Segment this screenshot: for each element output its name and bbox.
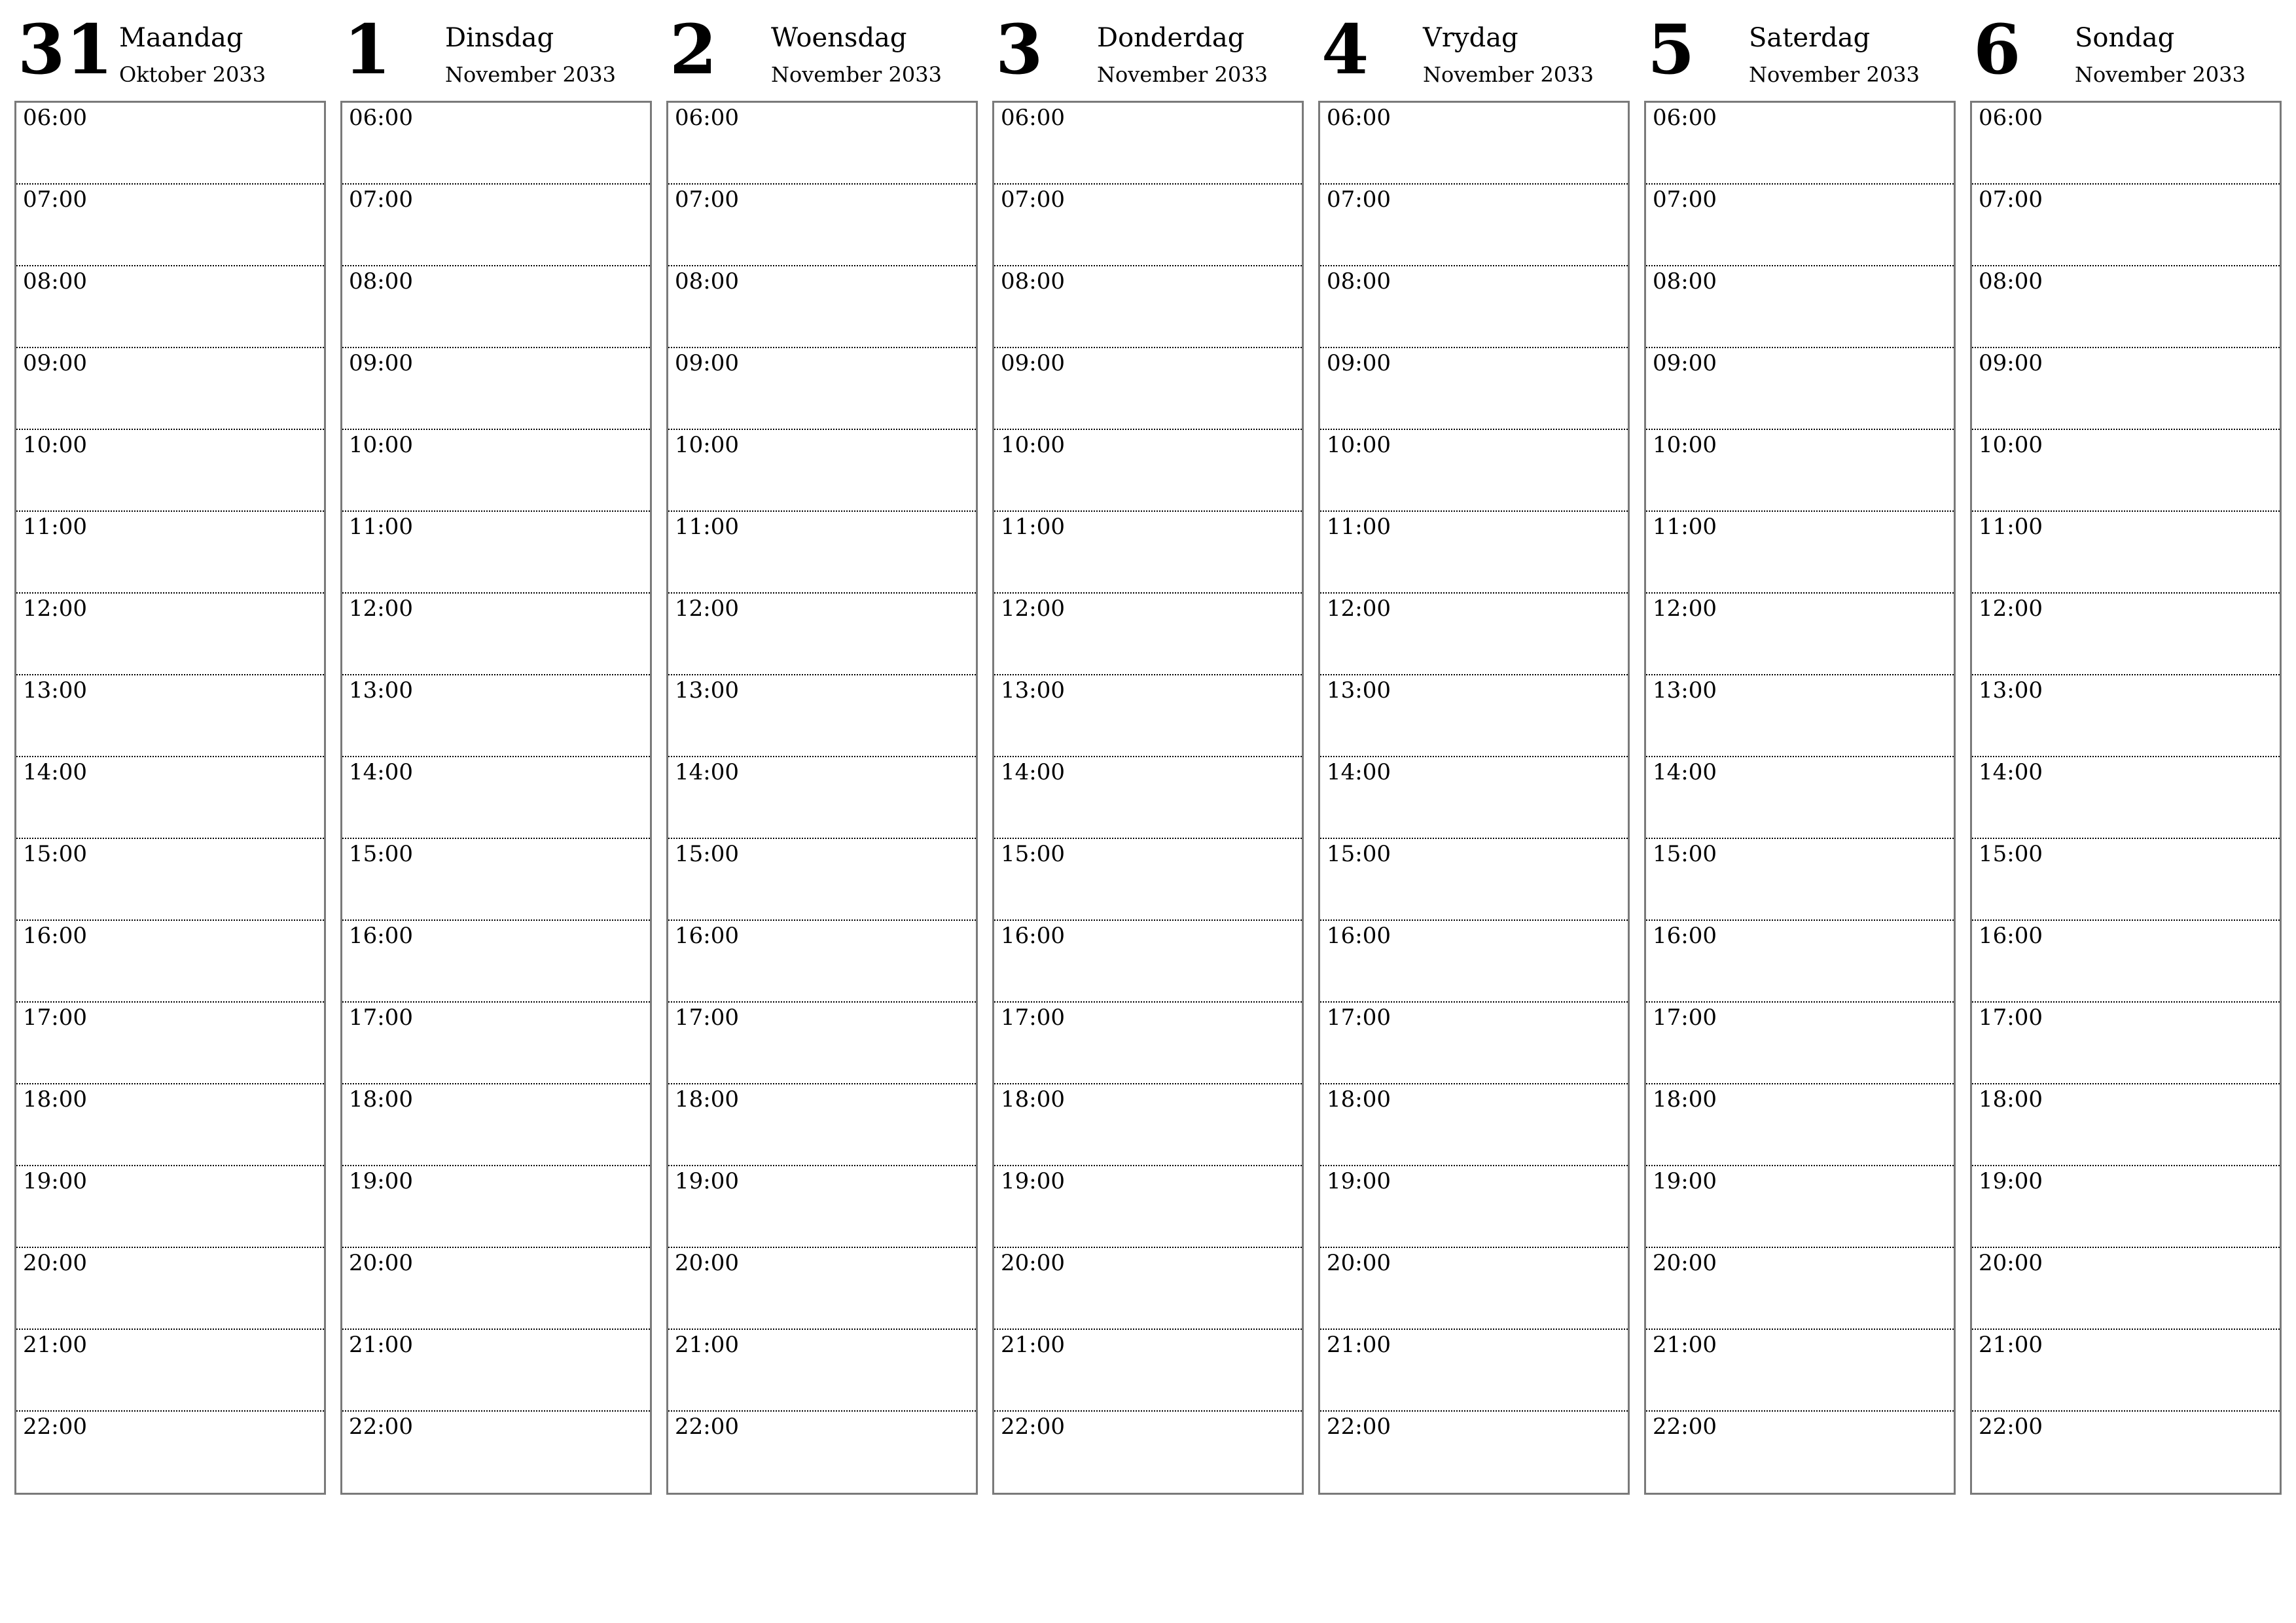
day-column (340, 0, 653, 1499)
hour-slot (1320, 103, 1628, 185)
hour-label: 06:00 (1001, 105, 1065, 131)
hour-label: 22:00 (675, 1414, 739, 1440)
day-month: November 2033 (1749, 62, 1920, 87)
hour-label: 21:00 (675, 1332, 739, 1358)
hour-slot (16, 839, 324, 921)
hour-label: 20:00 (23, 1250, 87, 1276)
hour-slot (1972, 1003, 2280, 1084)
hour-slot (1646, 1003, 1954, 1084)
day-number: 4 (1321, 9, 1370, 90)
hour-slot (1320, 430, 1628, 512)
hour-slot (16, 1166, 324, 1248)
hour-label: 09:00 (23, 350, 87, 376)
hour-label: 11:00 (1001, 514, 1065, 540)
hour-slot (342, 839, 650, 921)
day-name: Saterdag (1749, 23, 1871, 53)
hour-slot (1972, 103, 2280, 185)
hour-slot (994, 1330, 1302, 1412)
hour-slot (342, 1084, 650, 1166)
hour-slot (16, 675, 324, 757)
hour-slot (1646, 185, 1954, 266)
hour-label: 15:00 (1001, 841, 1065, 867)
hour-slot (342, 675, 650, 757)
hour-label: 21:00 (1653, 1332, 1717, 1358)
hour-label: 06:00 (1327, 105, 1391, 131)
hour-label: 12:00 (1327, 596, 1391, 622)
hour-slot (994, 1412, 1302, 1493)
hour-label: 08:00 (1327, 268, 1391, 294)
hour-label: 09:00 (1653, 350, 1717, 376)
hour-label: 15:00 (23, 841, 87, 867)
hour-label: 15:00 (1979, 841, 2043, 867)
hour-label: 18:00 (1327, 1086, 1391, 1113)
hour-label: 08:00 (349, 268, 413, 294)
hour-slot (668, 1166, 976, 1248)
hour-label: 22:00 (23, 1414, 87, 1440)
hour-slot (1646, 512, 1954, 594)
hour-label: 08:00 (1653, 268, 1717, 294)
hour-label: 17:00 (675, 1005, 739, 1031)
hour-slot (1972, 675, 2280, 757)
day-month: Oktober 2033 (119, 62, 266, 87)
day-schedule-box (666, 101, 978, 1495)
hour-slot (16, 1248, 324, 1330)
day-column (14, 0, 327, 1499)
hour-label: 21:00 (1001, 1332, 1065, 1358)
hour-label: 08:00 (675, 268, 739, 294)
hour-label: 18:00 (1979, 1086, 2043, 1113)
hour-slot (342, 757, 650, 839)
day-number: 5 (1647, 9, 1696, 90)
hour-slot (1320, 594, 1628, 675)
hour-slot (994, 266, 1302, 348)
hour-label: 20:00 (349, 1250, 413, 1276)
hour-label: 14:00 (349, 759, 413, 785)
hour-label: 11:00 (1653, 514, 1717, 540)
hour-slot (668, 1330, 976, 1412)
hour-label: 19:00 (23, 1168, 87, 1194)
hour-slot (1972, 266, 2280, 348)
hour-slot (994, 512, 1302, 594)
hour-slot (1972, 1166, 2280, 1248)
hour-label: 06:00 (349, 105, 413, 131)
hour-slot (16, 266, 324, 348)
hour-slot (342, 1248, 650, 1330)
hour-label: 07:00 (675, 187, 739, 213)
hour-slot (342, 266, 650, 348)
day-schedule-box (14, 101, 326, 1495)
day-column (1644, 0, 1957, 1499)
hour-label: 13:00 (1001, 677, 1065, 704)
hour-slot (1646, 675, 1954, 757)
hour-label: 14:00 (23, 759, 87, 785)
hour-slot (1320, 266, 1628, 348)
hour-slot (1646, 430, 1954, 512)
hour-slot (1320, 1412, 1628, 1493)
hour-slot (16, 430, 324, 512)
hour-label: 12:00 (23, 596, 87, 622)
hour-label: 08:00 (1001, 268, 1065, 294)
hour-label: 20:00 (1327, 1250, 1391, 1276)
hour-slot (994, 430, 1302, 512)
hour-label: 17:00 (1327, 1005, 1391, 1031)
hour-label: 14:00 (1653, 759, 1717, 785)
hour-slot (342, 1166, 650, 1248)
hour-slot (994, 594, 1302, 675)
hour-slot (1646, 1166, 1954, 1248)
hour-slot (1972, 1084, 2280, 1166)
day-name: Dinsdag (445, 23, 554, 53)
day-column (1970, 0, 2283, 1499)
hour-label: 10:00 (1001, 432, 1065, 458)
hour-label: 22:00 (1653, 1414, 1717, 1440)
hour-slot (16, 103, 324, 185)
hour-label: 17:00 (1653, 1005, 1717, 1031)
hour-label: 13:00 (1653, 677, 1717, 704)
hour-slot (1646, 348, 1954, 430)
hour-label: 21:00 (23, 1332, 87, 1358)
hour-slot (994, 348, 1302, 430)
hour-slot (1320, 1166, 1628, 1248)
hour-label: 13:00 (349, 677, 413, 704)
hour-label: 07:00 (1327, 187, 1391, 213)
hour-slot (994, 185, 1302, 266)
day-month: November 2033 (2075, 62, 2246, 87)
day-month: November 2033 (445, 62, 616, 87)
hour-label: 16:00 (1327, 923, 1391, 949)
hour-slot (668, 1084, 976, 1166)
hour-slot (668, 839, 976, 921)
hour-slot (1646, 1412, 1954, 1493)
hour-slot (1972, 512, 2280, 594)
day-schedule-box (1644, 101, 1956, 1495)
day-column (992, 0, 1305, 1499)
day-column (1318, 0, 1631, 1499)
day-name: Woensdag (771, 23, 907, 53)
hour-label: 11:00 (1979, 514, 2043, 540)
hour-label: 10:00 (1979, 432, 2043, 458)
hour-label: 08:00 (23, 268, 87, 294)
hour-label: 20:00 (1979, 1250, 2043, 1276)
hour-label: 06:00 (675, 105, 739, 131)
hour-slot (668, 512, 976, 594)
hour-label: 13:00 (23, 677, 87, 704)
day-number: 2 (670, 9, 718, 90)
hour-label: 16:00 (23, 923, 87, 949)
day-month: November 2033 (1097, 62, 1268, 87)
hour-label: 15:00 (349, 841, 413, 867)
hour-slot (1972, 839, 2280, 921)
hour-slot (1646, 1248, 1954, 1330)
hour-slot (1320, 512, 1628, 594)
hour-slot (342, 1330, 650, 1412)
day-schedule-box (992, 101, 1304, 1495)
hour-label: 09:00 (1327, 350, 1391, 376)
day-name: Donderdag (1097, 23, 1245, 53)
hour-label: 16:00 (349, 923, 413, 949)
hour-label: 06:00 (1979, 105, 2043, 131)
hour-label: 10:00 (675, 432, 739, 458)
hour-slot (1972, 1412, 2280, 1493)
hour-label: 21:00 (1327, 1332, 1391, 1358)
hour-label: 12:00 (1001, 596, 1065, 622)
hour-label: 13:00 (1979, 677, 2043, 704)
hour-label: 15:00 (1653, 841, 1717, 867)
hour-label: 16:00 (1979, 923, 2043, 949)
hour-slot (1972, 1330, 2280, 1412)
day-number: 6 (1973, 9, 2022, 90)
hour-slot (994, 1166, 1302, 1248)
day-number: 31 (18, 9, 114, 90)
hour-slot (1646, 266, 1954, 348)
hour-label: 18:00 (23, 1086, 87, 1113)
hour-label: 07:00 (349, 187, 413, 213)
hour-slot (994, 1003, 1302, 1084)
day-header (1644, 0, 1957, 98)
hour-label: 09:00 (1001, 350, 1065, 376)
hour-slot (994, 839, 1302, 921)
hour-slot (342, 921, 650, 1003)
hour-label: 11:00 (1327, 514, 1391, 540)
hour-label: 07:00 (1001, 187, 1065, 213)
hour-slot (16, 1003, 324, 1084)
hour-slot (1320, 1330, 1628, 1412)
hour-label: 15:00 (1327, 841, 1391, 867)
hour-slot (1320, 1248, 1628, 1330)
hour-slot (342, 430, 650, 512)
hour-slot (342, 185, 650, 266)
hour-slot (668, 185, 976, 266)
hour-label: 19:00 (349, 1168, 413, 1194)
hour-label: 11:00 (23, 514, 87, 540)
hour-slot (668, 921, 976, 1003)
hour-label: 17:00 (1001, 1005, 1065, 1031)
hour-label: 19:00 (1979, 1168, 2043, 1194)
hour-slot (1320, 1003, 1628, 1084)
hour-label: 12:00 (675, 596, 739, 622)
hour-label: 15:00 (675, 841, 739, 867)
hour-label: 19:00 (1327, 1168, 1391, 1194)
hour-slot (16, 921, 324, 1003)
hour-slot (1320, 921, 1628, 1003)
hour-slot (668, 266, 976, 348)
hour-label: 09:00 (349, 350, 413, 376)
day-month: November 2033 (1423, 62, 1594, 87)
hour-label: 19:00 (1653, 1168, 1717, 1194)
day-header (340, 0, 653, 98)
hour-label: 16:00 (1653, 923, 1717, 949)
hour-label: 22:00 (1979, 1414, 2043, 1440)
hour-label: 18:00 (349, 1086, 413, 1113)
hour-label: 21:00 (1979, 1332, 2043, 1358)
hour-slot (994, 921, 1302, 1003)
hour-label: 16:00 (1001, 923, 1065, 949)
hour-slot (16, 1412, 324, 1493)
hour-slot (342, 348, 650, 430)
hour-slot (1646, 1084, 1954, 1166)
hour-label: 09:00 (675, 350, 739, 376)
hour-label: 12:00 (1979, 596, 2043, 622)
hour-slot (1320, 839, 1628, 921)
hour-label: 14:00 (1327, 759, 1391, 785)
hour-slot (1320, 757, 1628, 839)
hour-label: 10:00 (23, 432, 87, 458)
hour-label: 22:00 (1327, 1414, 1391, 1440)
hour-label: 11:00 (349, 514, 413, 540)
hour-slot (1972, 1248, 2280, 1330)
hour-slot (1646, 839, 1954, 921)
hour-slot (668, 1412, 976, 1493)
hour-label: 11:00 (675, 514, 739, 540)
hour-slot (668, 1003, 976, 1084)
hour-label: 18:00 (1001, 1086, 1065, 1113)
hour-slot (16, 1330, 324, 1412)
hour-label: 13:00 (675, 677, 739, 704)
hour-label: 06:00 (23, 105, 87, 131)
hour-slot (342, 1003, 650, 1084)
day-schedule-box (340, 101, 652, 1495)
day-schedule-box (1318, 101, 1630, 1495)
hour-label: 20:00 (1653, 1250, 1717, 1276)
hour-slot (668, 757, 976, 839)
hour-slot (342, 512, 650, 594)
hour-slot (16, 512, 324, 594)
hour-slot (668, 348, 976, 430)
hour-label: 17:00 (349, 1005, 413, 1031)
day-column (666, 0, 979, 1499)
hour-slot (1320, 1084, 1628, 1166)
hour-slot (1320, 348, 1628, 430)
hour-label: 06:00 (1653, 105, 1717, 131)
day-header (1970, 0, 2283, 98)
hour-slot (342, 594, 650, 675)
hour-label: 21:00 (349, 1332, 413, 1358)
hour-label: 14:00 (1001, 759, 1065, 785)
hour-slot (1972, 594, 2280, 675)
day-name: Vrydag (1423, 23, 1518, 53)
hour-label: 20:00 (675, 1250, 739, 1276)
hour-label: 10:00 (1327, 432, 1391, 458)
hour-slot (1646, 757, 1954, 839)
hour-slot (994, 1248, 1302, 1330)
hour-slot (1972, 185, 2280, 266)
hour-slot (1972, 348, 2280, 430)
hour-label: 20:00 (1001, 1250, 1065, 1276)
day-header (14, 0, 327, 98)
hour-label: 07:00 (1979, 187, 2043, 213)
hour-label: 12:00 (1653, 596, 1717, 622)
day-header (992, 0, 1305, 98)
hour-slot (1972, 921, 2280, 1003)
hour-label: 18:00 (675, 1086, 739, 1113)
hour-slot (1972, 757, 2280, 839)
hour-slot (994, 1084, 1302, 1166)
hour-slot (1646, 1330, 1954, 1412)
hour-slot (16, 1084, 324, 1166)
day-number: 3 (996, 9, 1044, 90)
hour-slot (1646, 594, 1954, 675)
hour-slot (668, 594, 976, 675)
hour-slot (668, 430, 976, 512)
hour-slot (668, 103, 976, 185)
hour-slot (16, 594, 324, 675)
hour-label: 17:00 (23, 1005, 87, 1031)
hour-label: 08:00 (1979, 268, 2043, 294)
hour-label: 07:00 (23, 187, 87, 213)
hour-label: 22:00 (349, 1414, 413, 1440)
hour-slot (668, 1248, 976, 1330)
hour-label: 18:00 (1653, 1086, 1717, 1113)
hour-slot (16, 348, 324, 430)
hour-label: 13:00 (1327, 677, 1391, 704)
hour-label: 10:00 (1653, 432, 1717, 458)
day-name: Sondag (2075, 23, 2175, 53)
day-name: Maandag (119, 23, 243, 53)
hour-label: 17:00 (1979, 1005, 2043, 1031)
hour-label: 12:00 (349, 596, 413, 622)
hour-label: 14:00 (675, 759, 739, 785)
day-month: November 2033 (771, 62, 942, 87)
hour-label: 07:00 (1653, 187, 1717, 213)
day-header (666, 0, 979, 98)
hour-slot (342, 103, 650, 185)
hour-slot (1646, 103, 1954, 185)
hour-slot (1646, 921, 1954, 1003)
day-schedule-box (1970, 101, 2282, 1495)
hour-slot (994, 675, 1302, 757)
hour-slot (1320, 185, 1628, 266)
hour-slot (16, 185, 324, 266)
hour-slot (994, 757, 1302, 839)
hour-label: 22:00 (1001, 1414, 1065, 1440)
hour-label: 14:00 (1979, 759, 2043, 785)
hour-label: 10:00 (349, 432, 413, 458)
hour-slot (1320, 675, 1628, 757)
hour-label: 19:00 (1001, 1168, 1065, 1194)
hour-slot (668, 675, 976, 757)
day-number: 1 (344, 9, 392, 90)
hour-label: 19:00 (675, 1168, 739, 1194)
hour-label: 16:00 (675, 923, 739, 949)
hour-slot (994, 103, 1302, 185)
hour-slot (1972, 430, 2280, 512)
hour-label: 09:00 (1979, 350, 2043, 376)
hour-slot (342, 1412, 650, 1493)
day-header (1318, 0, 1631, 98)
hour-slot (16, 757, 324, 839)
